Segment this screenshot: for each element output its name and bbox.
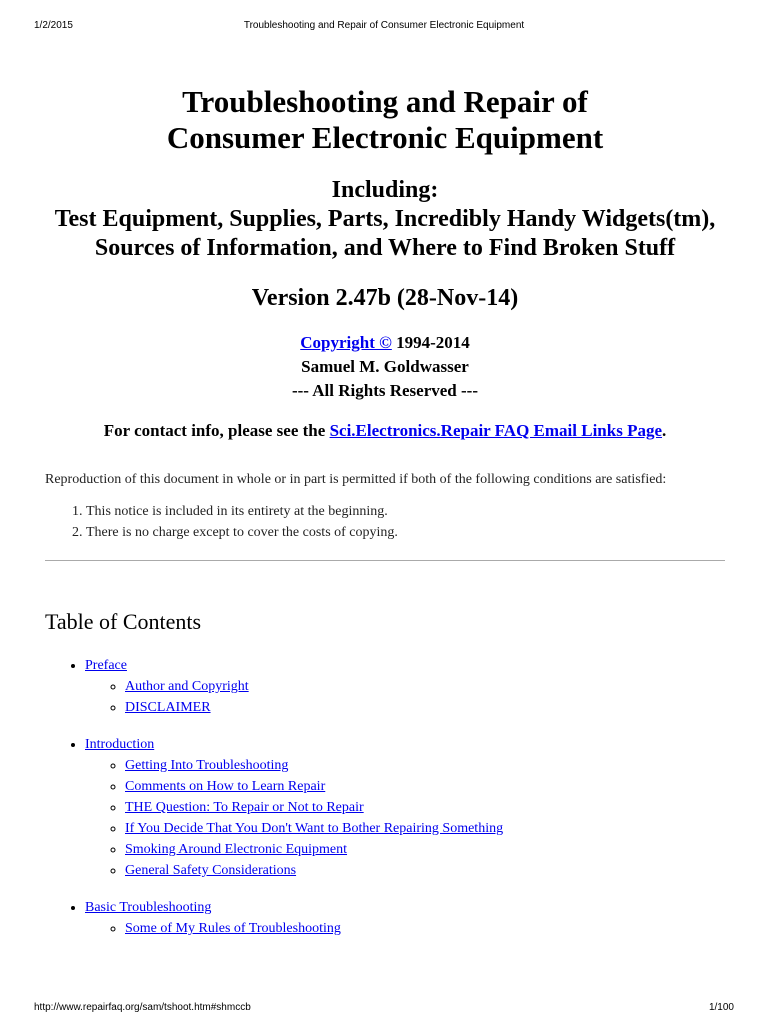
contact-line — [45, 419, 725, 443]
email-links-page-link[interactable]: Sci.Electronics.Repair FAQ Email Links Page — [329, 421, 663, 440]
toc-link-basic-troubleshooting[interactable]: Basic Troubleshooting — [85, 900, 212, 915]
condition-item: 2. There is no charge except to cover the costs of copying. — [86, 522, 725, 543]
version-heading: Version 2.47b (28-Nov-14) — [251, 285, 519, 311]
toc-subitem — [125, 839, 725, 860]
copyright-years: 1994-2014 — [391, 333, 470, 352]
toc-link-general-safety[interactable]: General Safety Considerations — [125, 863, 297, 878]
toc-section-introduction — [85, 734, 725, 881]
subtitle-line2: Test Equipment, Supplies, Parts, Incredibly Handy Widgets(tm), — [54, 206, 716, 232]
toc-link-smoking-around-equipment[interactable]: Smoking Around Electronic Equipment — [125, 842, 348, 857]
conditions-list — [45, 501, 725, 543]
subtitle-line1: Including: — [331, 177, 439, 203]
print-url: http://www.repairfaq.org/sam/tshoot.htm#shmccb — [34, 1002, 251, 1013]
print-date: 1/2/2015 — [34, 20, 73, 31]
subtitle — [45, 176, 725, 263]
toc-link-repair-or-not[interactable]: THE Question: To Repair or Not to Repair — [125, 800, 364, 815]
toc-link-author-copyright[interactable]: Author and Copyright — [125, 679, 249, 694]
page-title-line2: Consumer Electronic Equipment — [166, 120, 604, 155]
toc-sublist — [85, 755, 725, 881]
divider — [45, 560, 725, 561]
toc-link-disclaimer[interactable]: DISCLAIMER — [125, 700, 211, 715]
toc-link-preface[interactable]: Preface — [85, 658, 127, 673]
condition-item: 1. This notice is included in its entirety at the beginning. — [86, 501, 725, 522]
toc-subitem — [125, 755, 725, 776]
toc-subitem — [125, 776, 725, 797]
toc-link-rules-of-troubleshooting[interactable]: Some of My Rules of Troubleshooting — [125, 921, 341, 936]
page-title-line1: Troubleshooting and Repair of — [182, 84, 588, 119]
rights-notice: --- All Rights Reserved --- — [291, 381, 478, 400]
toc-subitem — [125, 860, 725, 881]
reproduction-notice: Reproduction of this document in whole or in part is permitted if both of the following conditions are satisfied: — [45, 472, 667, 487]
toc-sublist — [85, 676, 725, 718]
toc-subitem — [125, 797, 725, 818]
toc-section-basic-troubleshooting — [85, 897, 725, 939]
toc-link-dont-bother-repairing[interactable]: If You Decide That You Don't Want to Bother Repairing Something — [125, 821, 504, 836]
contact-suffix: . — [662, 421, 667, 440]
page-number: 1/100 — [708, 1002, 734, 1013]
copyright-link[interactable]: Copyright © — [300, 333, 392, 352]
print-header — [0, 0, 768, 34]
toc-list — [45, 655, 725, 939]
credits-block — [45, 331, 725, 403]
toc-sublist — [85, 918, 725, 939]
toc-section-preface — [85, 655, 725, 718]
toc-subitem — [125, 676, 725, 697]
toc-subitem — [125, 818, 725, 839]
toc-link-getting-into-troubleshooting[interactable]: Getting Into Troubleshooting — [125, 758, 289, 773]
author-name: Samuel M. Goldwasser — [301, 357, 469, 376]
toc-link-how-to-learn-repair[interactable]: Comments on How to Learn Repair — [125, 779, 326, 794]
toc-heading: Table of Contents — [45, 609, 202, 634]
toc-subitem — [125, 918, 725, 939]
contact-prefix: For contact info, please see the — [103, 421, 330, 440]
toc-link-introduction[interactable]: Introduction — [85, 737, 155, 752]
document-body — [45, 84, 725, 955]
print-title: Troubleshooting and Repair of Consumer Electronic Equipment — [243, 20, 525, 31]
page-title — [45, 84, 725, 156]
toc-subitem — [125, 697, 725, 718]
subtitle-line3: Sources of Information, and Where to Find Broken Stuff — [94, 235, 676, 261]
print-footer — [0, 1000, 768, 1024]
